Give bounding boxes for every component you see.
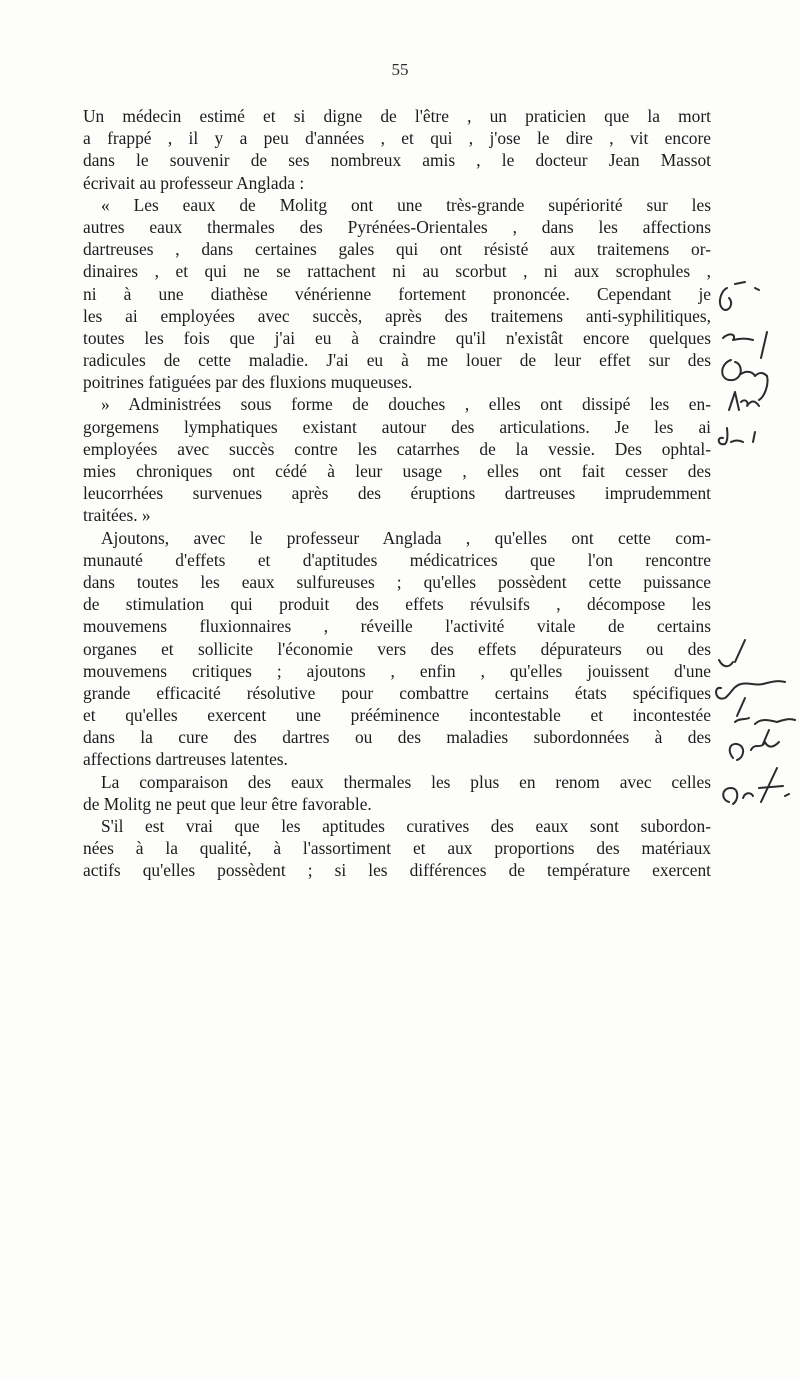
text-line: ni à une diathèse vénérienne fortement prononcée. Cependant je (83, 283, 711, 304)
text-line: dans la cure des dartres ou des maladies subordonnées à des (83, 727, 711, 748)
text-line: employées avec succès contre les catarrhes de la vessie. Des ophtal- (83, 438, 711, 459)
text-line: grande efficacité résolutive pour combattre certains états spécifiques (83, 682, 711, 703)
text-line: leucorrhées survenues après des éruptions dartreuses imprudemment (83, 483, 711, 504)
text-line: radicules de cette maladie. J'ai eu à me louer de leur effet sur des (83, 350, 711, 371)
text-line: actifs qu'elles possèdent ; si les différences de température exercent (83, 860, 711, 881)
text-line: dans toutes les eaux sulfureuses ; qu'elles possèdent cette puissance (83, 571, 711, 592)
text-line: mies chroniques ont cédé à leur usage , elles ont fait cesser des (83, 461, 711, 481)
text-line: gorgemens lymphatiques existant autour des articulations. Je les ai (83, 416, 711, 437)
text-line: autres eaux thermales des Pyrénées-Orientales , dans les affections (83, 216, 711, 237)
text-line: et qu'elles exercent une prééminence incontestable et incontestée (83, 705, 711, 726)
text-line: a frappé , il y a peu d'années , et qui , j'ose le dire , vit encore (83, 128, 711, 149)
text-line: mouvemens fluxionnaires , réveille l'activité vitale de certains (83, 616, 711, 637)
text-line: dinaires , et qui ne se rattachent ni au scorbut , ni aux scrophules , (83, 261, 711, 282)
text-line: les ai employées avec succès, après des traitemens anti-syphilitiques, (83, 305, 711, 326)
text-line: munauté d'effets et d'aptitudes médicatrices que l'on rencontre (83, 549, 711, 570)
text-line: écrivait au professeur Anglada : (83, 172, 305, 193)
text-line: Ajoutons, avec le professeur Anglada , qu'elles ont cette com- (101, 527, 711, 548)
text-line: affections dartreuses latentes. (83, 749, 288, 770)
text-line: traitées. » (83, 505, 151, 526)
body-text (83, 105, 711, 882)
handwritten-marginalia (715, 280, 800, 840)
text-line: dans le souvenir de ses nombreux amis , le docteur Jean Massot (83, 150, 711, 171)
text-line: organes et sollicite l'économie vers des effets dépurateurs ou des (83, 638, 711, 659)
page-number: 55 (391, 60, 409, 79)
text-line: toutes les fois que j'ai eu à craindre qu'il n'existât encore quelques (83, 327, 711, 348)
text-line: La comparaison des eaux thermales les plus en renom avec celles (101, 771, 711, 792)
text-line: « Les eaux de Molitg ont une très-grande supériorité sur les (101, 194, 711, 215)
text-line: Un médecin estimé et si digne de l'être , un praticien que la mort (83, 106, 711, 126)
text-line: » Administrées sous forme de douches , elles ont dissipé les en- (101, 394, 711, 415)
text-line: mouvemens critiques ; ajoutons , enfin , qu'elles jouissent d'une (83, 660, 711, 681)
text-line: poitrines fatiguées par des fluxions muqueuses. (83, 372, 413, 393)
text-line: de stimulation qui produit des effets révulsifs , décompose les (83, 594, 711, 615)
text-line: dartreuses , dans certaines gales qui ont résisté aux traitemens or- (83, 239, 711, 260)
text-line: nées à la qualité, à l'assortiment et aux proportions des matériaux (83, 838, 711, 859)
text-line: S'il est vrai que les aptitudes curatives des eaux sont subordon- (101, 816, 711, 836)
text-line: de Molitg ne peut que leur être favorable. (83, 793, 372, 814)
